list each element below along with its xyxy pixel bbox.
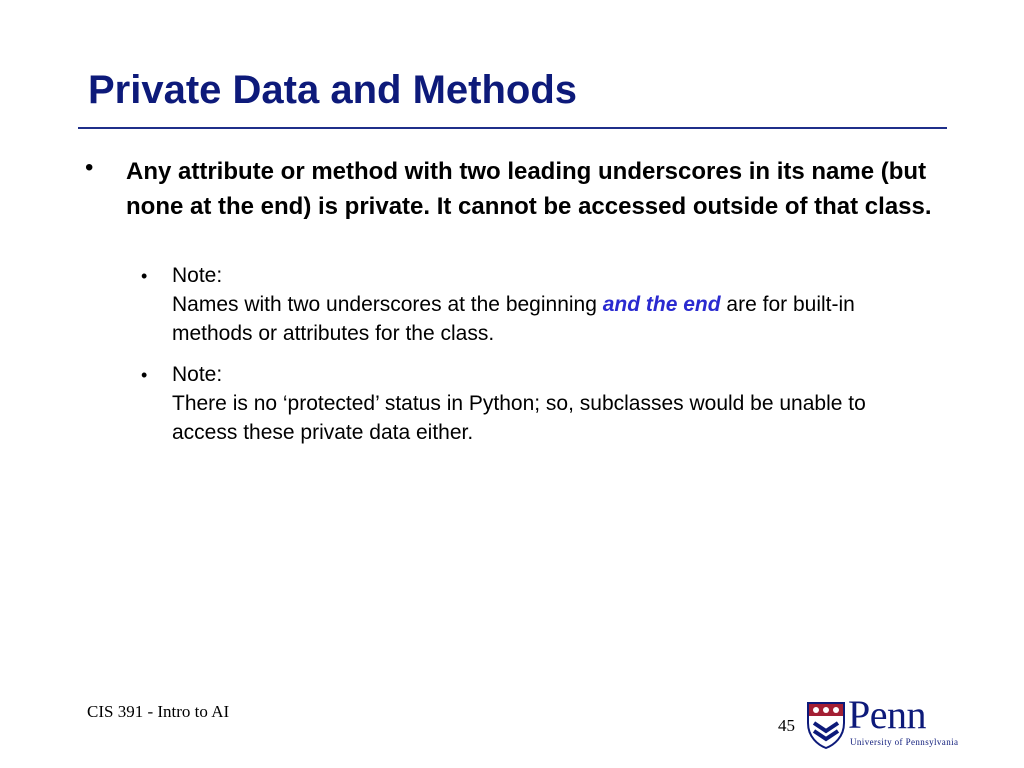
sub-bullet-1-text-after: are for built-in methods or attributes for the class.: [172, 293, 855, 345]
main-bullet-marker: •: [85, 154, 94, 181]
main-bullet-text: Any attribute or method with two leading underscores in its name (but none at the end) is private. It cannot be accessed outside of that class.: [126, 158, 932, 220]
sub-bullet-2-body: There is no ‘protected’ status in Python; so, subclasses would be unable to access these private data either.: [172, 392, 866, 444]
penn-wordmark-subtitle: University of Pennsylvania: [850, 737, 959, 747]
slide-title: Private Data and Methods: [88, 68, 578, 112]
sub-bullet-marker-1: •: [141, 266, 148, 286]
sub-bullet-2: [172, 360, 932, 447]
sub-bullet-2-heading: Note:: [172, 363, 223, 386]
penn-logo: [806, 692, 959, 751]
footer-course-label: CIS 391 - Intro to AI: [87, 702, 230, 721]
sub-bullet-1-text-before: Names with two underscores at the beginning: [172, 293, 603, 316]
sub-bullet-1: [172, 261, 932, 348]
penn-wordmark: Penn: [848, 692, 926, 737]
sub-bullet-1-body: [172, 290, 932, 348]
sub-bullet-1-emphasis: and the end: [602, 293, 721, 316]
page-number: 45: [778, 716, 795, 735]
sub-bullet-marker-2: •: [141, 365, 148, 385]
title-divider: [78, 127, 947, 129]
penn-shield-icon: [806, 701, 846, 749]
sub-bullet-1-heading: Note:: [172, 264, 223, 287]
